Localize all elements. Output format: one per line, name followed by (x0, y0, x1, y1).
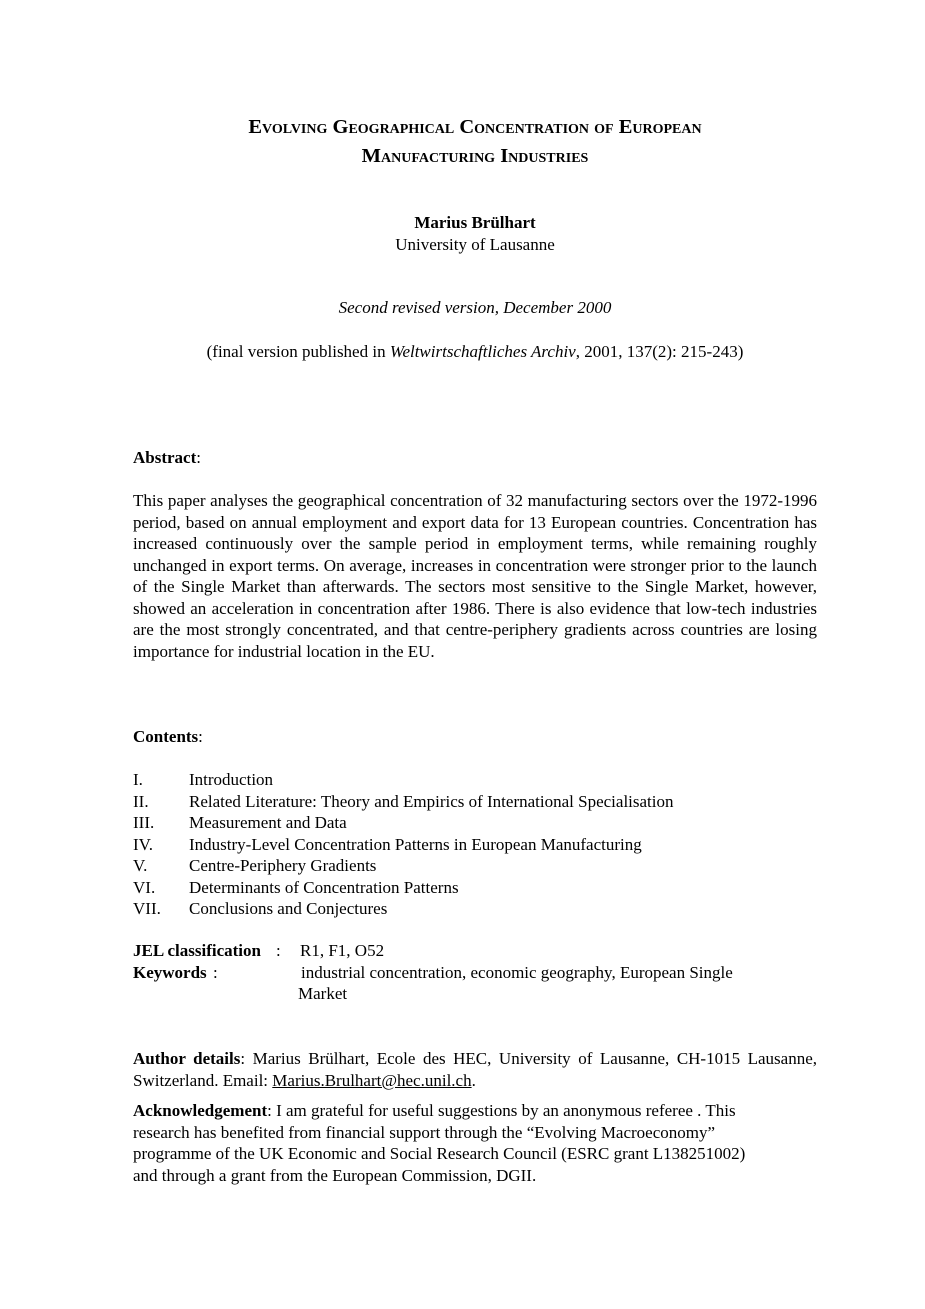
keywords-line-1: industrial concentration, economic geography, European Single (301, 962, 733, 982)
publication-note (133, 341, 817, 363)
author-details: Author details: Marius Brülhart, Ecole des HEC, University of Lausanne, CH-1015 Lausanne, Switzerland. Email: Marius.Brulhart@hec.unil.ch. (133, 1049, 818, 1090)
contents-item-number: V. (133, 856, 148, 875)
contents-item (133, 898, 817, 920)
acknowledgement-line-3: programme of the UK Economic and Social Research Council (ESRC grant L138251002) (133, 1144, 746, 1163)
contents-item-number: IV. (133, 834, 153, 854)
contents-item-title: Conclusions and Conjectures (189, 899, 388, 918)
contents-item (133, 769, 817, 791)
author-details-text: Marius Brülhart, Ecole des HEC, University of Lausanne, CH-1015 Lausanne, Switzerland. Email: (133, 1049, 818, 1090)
contents-item-title: Introduction (189, 770, 274, 789)
contents-item (133, 855, 817, 877)
contents-item-title: Related Literature: Theory and Empirics of International Specialisation (189, 791, 674, 811)
contents-label: Contents (133, 727, 199, 746)
contents-item (133, 834, 817, 856)
author-affiliation: University of Lausanne (395, 234, 555, 254)
keywords-label: Keywords (133, 962, 207, 982)
acknowledgement-line-1: I am grateful for useful suggestions by an anonymous referee . This (276, 1101, 736, 1120)
paper-title (133, 113, 817, 171)
contents-item-number: I. (133, 770, 143, 789)
title-line-2: Manufacturing Industries (361, 145, 589, 167)
acknowledgement-line-4: and through a grant from the European Commission, DGII. (133, 1165, 537, 1185)
contents-item-number: VII. (133, 899, 161, 918)
abstract-label: Abstract (133, 448, 197, 467)
jel-value: R1, F1, O52 (300, 941, 385, 960)
email-link[interactable]: Marius.Brulhart@hec.unil.ch (272, 1070, 472, 1090)
contents-item (133, 812, 817, 834)
abstract-text: This paper analyses the geographical concentration of 32 manufacturing sectors over the 1972-1996 period, based on annual employment and export data for 13 European countries. Concentration has increased continuously over the sample period in employment terms, while remaining roughly unchanged in export terms. On average, increases in concentration were stronger prior to the launch of the Single Market than afterwards. The sectors most sensitive to the Single Market, however, showed an acceleration in concentration after 1986. There is also evidence that low-tech industries are the most strongly concentrated, and that centre-periphery gradients across countries are losing importance for industrial location in the EU. (133, 491, 817, 661)
contents-item-number: VI. (133, 877, 156, 897)
acknowledgement: Acknowledgement: I am grateful for useful suggestions by an anonymous referee . This research has benefited from financial support through the “Evolving Macroeconomy” programme of the UK Economic and Social Research Council (ESRC grant L138251002) and through a grant from the European Commission, DGII. (133, 1100, 817, 1186)
contents-item-title: Industry-Level Concentration Patterns in European Manufacturing (189, 834, 642, 854)
author-name: Marius Brülhart (414, 213, 536, 232)
contents-item (133, 791, 817, 813)
contents-item-title: Centre-Periphery Gradients (189, 856, 377, 875)
journal-name: Weltwirtschaftliches Archiv (389, 342, 576, 361)
title-line-1: Evolving Geographical Concentration of European (248, 116, 702, 138)
acknowledgement-line-2: research has benefited from financial support through the “Evolving Macroeconomy” (133, 1122, 716, 1142)
contents-list (133, 769, 817, 920)
jel-label: JEL classification (133, 941, 261, 960)
author-block (133, 212, 817, 255)
contents-item-title: Measurement and Data (189, 813, 347, 832)
contents-heading: Contents: (133, 727, 203, 746)
jel-classification: JEL classification : R1, F1, O52 Keywords : industrial concentration, economic geography, European Single Market (133, 941, 733, 1003)
contents-item-number: II. (133, 791, 149, 811)
contents-item (133, 877, 817, 899)
keywords-line-2: Market (298, 984, 348, 1003)
author-details-label: Author details (133, 1049, 241, 1068)
abstract-heading: Abstract: (133, 448, 201, 467)
version-note: Second revised version, December 2000 (338, 298, 612, 317)
acknowledgement-label: Acknowledgement (133, 1101, 268, 1120)
publication-suffix: , 2001, 137(2): 215-243) (575, 342, 744, 361)
publication-prefix: (final version published in (206, 342, 390, 361)
contents-item-title: Determinants of Concentration Patterns (189, 877, 459, 897)
contents-item-number: III. (133, 813, 155, 832)
